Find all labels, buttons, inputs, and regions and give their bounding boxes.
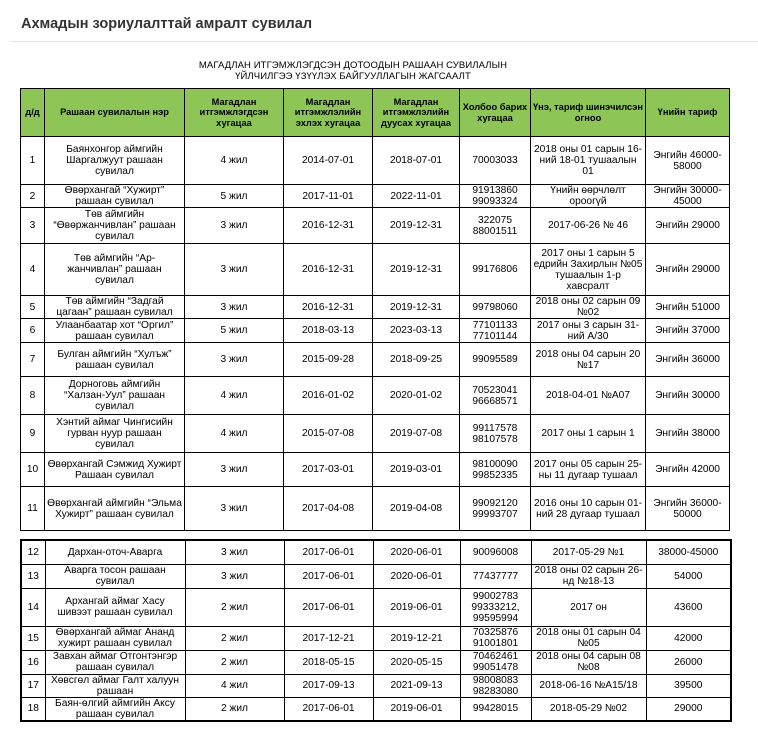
cell-updated: 2018 оны 04 сарын 20 №17 xyxy=(531,343,646,377)
cell-name: Хөвсгөл аймаг Галт халуун рашаан xyxy=(45,674,185,697)
cell-period: 5 жил xyxy=(185,185,284,208)
document-heading-line2: ҮЙЛЧИЛГЭЭ ҮЗҮҮЛЭХ БАЙГУУЛЛАГЫН ЖАГСААЛТ xyxy=(235,71,471,82)
cell-no: 6 xyxy=(21,319,45,343)
cell-start: 2015-07-08 xyxy=(284,415,373,453)
cell-no: 4 xyxy=(21,244,45,296)
document-heading-line1: МАГАДЛАН ИТГЭМЖЛЭГДСЭН ДОТООДЫН РАШААН СУВИЛАЛЫН xyxy=(198,60,508,71)
cell-tariff: Энгийн 29000 xyxy=(646,208,730,244)
cell-start: 2017-09-13 xyxy=(284,674,373,697)
cell-period: 3 жил xyxy=(185,244,284,296)
cell-period: 2 жил xyxy=(185,626,284,650)
cell-start: 2014-07-01 xyxy=(284,137,373,185)
cell-updated: 2017 оны 3 сарын 31-ний А/30 xyxy=(531,319,646,343)
cell-no: 18 xyxy=(21,697,45,721)
cell-name: Булган аймгийн “Хулъж” рашаан сувилал xyxy=(45,343,185,377)
table-header-row xyxy=(21,89,730,137)
cell-end: 2020-01-02 xyxy=(373,377,460,415)
cell-period: 5 жил xyxy=(185,319,284,343)
cell-tariff: Энгийн 30000 xyxy=(646,377,730,415)
header-cell-name: Рашаан сувилалын нэр xyxy=(45,89,185,137)
cell-phone: 90096008 xyxy=(460,540,531,564)
cell-end: 2019-07-08 xyxy=(373,415,460,453)
header-cell-end: Магадлан итгэмжлэлийн дуусах хугацаа xyxy=(373,89,460,137)
cell-no: 13 xyxy=(21,564,45,588)
cell-updated: 2018 оны 02 сарын 09 №02 xyxy=(531,296,646,319)
table-row xyxy=(21,185,730,208)
table-row xyxy=(21,296,730,319)
cell-name: Өвөрхангай аймаг Ананд хужирт рашаан сувилал xyxy=(45,626,185,650)
header-cell-period: Магадлан итгэмжлэгдсэн хугацаа xyxy=(185,89,284,137)
cell-updated: Үнийн өөрчлөлт ороогүй xyxy=(531,185,646,208)
cell-period: 2 жил xyxy=(185,650,284,674)
cell-tariff: Энгийн 38000 xyxy=(646,415,730,453)
cell-period: 3 жил xyxy=(185,453,284,487)
cell-end: 2020-06-01 xyxy=(373,540,460,564)
header-cell-tariff: Үнийн тариф xyxy=(646,89,730,137)
table-row xyxy=(21,697,731,721)
cell-name: Өвөрхангай “Хужирт” рашаан сувилал xyxy=(45,185,185,208)
table-row xyxy=(21,540,731,564)
cell-no: 16 xyxy=(21,650,45,674)
cell-name: Завхан аймаг Отгонтэнгэр рашаан сувилал xyxy=(45,650,185,674)
cell-phone: 99798060 xyxy=(460,296,531,319)
table-row xyxy=(21,208,730,244)
cell-period: 3 жил xyxy=(185,564,284,588)
cell-start: 2017-04-08 xyxy=(284,487,373,531)
cell-updated: 2017 он xyxy=(531,588,646,626)
cell-name: Төв аймгийн “Өвөржанчивлан” рашаан сувилал xyxy=(45,208,185,244)
cell-end: 2019-06-01 xyxy=(373,697,460,721)
table-row xyxy=(21,244,730,296)
cell-name: Өвөрхангай Сэмжид Хужирт Рашаан сувилал xyxy=(45,453,185,487)
cell-tariff: Энгийн 51000 xyxy=(646,296,730,319)
cell-no: 17 xyxy=(21,674,45,697)
cell-start: 2016-12-31 xyxy=(284,208,373,244)
table-row xyxy=(21,377,730,415)
cell-tariff: 43600 xyxy=(646,588,731,626)
table-row xyxy=(21,650,731,674)
cell-phone: 70523041 96668571 xyxy=(460,377,531,415)
cell-phone: 70462461 99051478 xyxy=(460,650,531,674)
cell-end: 2020-06-01 xyxy=(373,564,460,588)
cell-updated: 2017 оны 1 сарын 1 xyxy=(531,415,646,453)
cell-period: 3 жил xyxy=(185,540,284,564)
cell-period: 4 жил xyxy=(185,137,284,185)
cell-start: 2016-12-31 xyxy=(284,296,373,319)
cell-end: 2019-06-01 xyxy=(373,588,460,626)
cell-period: 2 жил xyxy=(185,697,284,721)
cell-name: Аварга тосон рашаан сувилал xyxy=(45,564,185,588)
cell-phone: 99092120 99993707 xyxy=(460,487,531,531)
table-row xyxy=(21,674,731,697)
cell-end: 2019-12-31 xyxy=(373,208,460,244)
cell-updated: 2016 оны 10 сарын 01-ний 28 дугаар тушаал xyxy=(531,487,646,531)
cell-updated: 2018 оны 01 сарын 04 №05 xyxy=(531,626,646,650)
cell-updated: 2018 оны 01 сарын 16-ний 18-01 тушаалын 01 xyxy=(531,137,646,185)
cell-no: 2 xyxy=(21,185,45,208)
cell-tariff: Энгийн 30000-45000 xyxy=(646,185,730,208)
cell-no: 8 xyxy=(21,377,45,415)
cell-name: Дархан-оточ-Аварга xyxy=(45,540,185,564)
table-row xyxy=(21,415,730,453)
cell-phone: 99002783 99333212, 99595994 xyxy=(460,588,531,626)
cell-updated: 2017-05-29 №1 xyxy=(531,540,646,564)
cell-no: 3 xyxy=(21,208,45,244)
cell-tariff: 54000 xyxy=(646,564,731,588)
cell-phone: 99428015 xyxy=(460,697,531,721)
cell-start: 2017-06-01 xyxy=(284,564,373,588)
cell-updated: 2018-06-16 №А15/18 xyxy=(531,674,646,697)
cell-end: 2020-05-15 xyxy=(373,650,460,674)
cell-end: 2018-09-25 xyxy=(373,343,460,377)
cell-period: 3 жил xyxy=(185,208,284,244)
cell-end: 2019-12-21 xyxy=(373,626,460,650)
cell-start: 2017-06-01 xyxy=(284,588,373,626)
cell-no: 10 xyxy=(21,453,45,487)
cell-phone: 99176806 xyxy=(460,244,531,296)
cell-updated: 2017 оны 05 сарын 25-ны 11 дугаар тушаал xyxy=(531,453,646,487)
cell-start: 2017-06-01 xyxy=(284,697,373,721)
cell-updated: 2018 оны 04 сарын 08 №08 xyxy=(531,650,646,674)
cell-tariff: 38000-45000 xyxy=(646,540,731,564)
cell-phone: 77437777 xyxy=(460,564,531,588)
cell-tariff: Энгийн 36000-50000 xyxy=(646,487,730,531)
cell-phone: 77101133 77101144 xyxy=(460,319,531,343)
cell-start: 2017-03-01 xyxy=(284,453,373,487)
cell-no: 9 xyxy=(21,415,45,453)
cell-period: 3 жил xyxy=(185,343,284,377)
table-row xyxy=(21,319,730,343)
cell-no: 1 xyxy=(21,137,45,185)
header-cell-start: Магадлан итгэмжлэлийн эхлэх хугацаа xyxy=(284,89,373,137)
cell-phone: 98100090 99852335 xyxy=(460,453,531,487)
cell-start: 2017-11-01 xyxy=(284,185,373,208)
cell-tariff: 42000 xyxy=(646,626,731,650)
cell-name: Төв аймгийн “Ар-жанчивлан” рашаан сувилал xyxy=(45,244,185,296)
table-row xyxy=(21,137,730,185)
header-cell-updated: Үнэ, тариф шинэчилсэн огноо xyxy=(531,89,646,137)
cell-start: 2016-12-31 xyxy=(284,244,373,296)
cell-no: 5 xyxy=(21,296,45,319)
cell-period: 2 жил xyxy=(185,588,284,626)
cell-end: 2019-12-31 xyxy=(373,296,460,319)
cell-start: 2015-09-28 xyxy=(284,343,373,377)
sanatorium-table-continued xyxy=(20,539,732,722)
cell-start: 2018-03-13 xyxy=(284,319,373,343)
cell-tariff: Энгийн 36000 xyxy=(646,343,730,377)
title-divider xyxy=(10,41,758,42)
cell-end: 2022-11-01 xyxy=(373,185,460,208)
cell-end: 2019-04-08 xyxy=(373,487,460,531)
cell-name: Баянхонгор аймгийн Шаргалжуут рашаан сувилал xyxy=(45,137,185,185)
table-row xyxy=(21,487,730,531)
cell-period: 3 жил xyxy=(185,296,284,319)
cell-name: Дорноговь аймгийн “Халзан-Уул” рашаан сувилал xyxy=(45,377,185,415)
cell-name: Төв аймгийн “Задгай цагаан” рашаан сувилал xyxy=(45,296,185,319)
cell-name: Өвөрхангай аймгийн “Эльма Хужирт” рашаан сувилал xyxy=(45,487,185,531)
cell-phone: 99095589 xyxy=(460,343,531,377)
cell-no: 12 xyxy=(21,540,45,564)
cell-phone: 91913860 99093324 xyxy=(460,185,531,208)
header-cell-no: д/д xyxy=(21,89,45,137)
cell-name: Архангай аймаг Хасу шивээт рашаан сувилал xyxy=(45,588,185,626)
cell-tariff: Энгийн 37000 xyxy=(646,319,730,343)
cell-name: Хэнтий аймаг Чингисийн гурван нуур рашаан сувилал xyxy=(45,415,185,453)
cell-name: Баян-өлгий аймгийн Аксу рашаан сувилал xyxy=(45,697,185,721)
cell-start: 2018-05-15 xyxy=(284,650,373,674)
cell-name: Улаанбаатар хот “Оргил” рашаан сувилал xyxy=(45,319,185,343)
cell-no: 11 xyxy=(21,487,45,531)
table-row xyxy=(21,453,730,487)
cell-phone: 70003033 xyxy=(460,137,531,185)
table-row xyxy=(21,626,731,650)
cell-end: 2019-03-01 xyxy=(373,453,460,487)
cell-tariff: 39500 xyxy=(646,674,731,697)
cell-phone: 99117578 98107578 xyxy=(460,415,531,453)
cell-tariff: Энгийн 46000-58000 xyxy=(646,137,730,185)
cell-tariff: Энгийн 42000 xyxy=(646,453,730,487)
cell-period: 4 жил xyxy=(185,415,284,453)
cell-period: 4 жил xyxy=(185,377,284,415)
cell-period: 4 жил xyxy=(185,674,284,697)
cell-start: 2017-06-01 xyxy=(284,540,373,564)
table-row xyxy=(21,588,731,626)
cell-phone: 322075 88001511 xyxy=(460,208,531,244)
cell-end: 2018-07-01 xyxy=(373,137,460,185)
cell-end: 2023-03-13 xyxy=(373,319,460,343)
cell-no: 7 xyxy=(21,343,45,377)
document-heading xyxy=(0,60,706,82)
cell-tariff: 29000 xyxy=(646,697,731,721)
cell-updated: 2018-04-01 №А07 xyxy=(531,377,646,415)
cell-phone: 70325876 91001801 xyxy=(460,626,531,650)
cell-no: 15 xyxy=(21,626,45,650)
cell-start: 2017-12-21 xyxy=(284,626,373,650)
cell-updated: 2018 оны 02 сарын 26-нд №18-13 xyxy=(531,564,646,588)
table-row xyxy=(21,343,730,377)
cell-end: 2019-12-31 xyxy=(373,244,460,296)
cell-tariff: Энгийн 29000 xyxy=(646,244,730,296)
cell-updated: 2018-05-29 №02 xyxy=(531,697,646,721)
cell-phone: 98008083 98283080 xyxy=(460,674,531,697)
table-row xyxy=(21,564,731,588)
cell-end: 2021-09-13 xyxy=(373,674,460,697)
cell-updated: 2017-06-26 № 46 xyxy=(531,208,646,244)
cell-period: 3 жил xyxy=(185,487,284,531)
header-cell-phone: Холбоо барих хугацаа xyxy=(460,89,531,137)
cell-tariff: 26000 xyxy=(646,650,731,674)
cell-start: 2016-01-02 xyxy=(284,377,373,415)
sanatorium-table xyxy=(20,88,730,531)
page-title: Ахмадын зориулалттай амралт сувилал xyxy=(21,16,313,32)
cell-no: 14 xyxy=(21,588,45,626)
cell-updated: 2017 оны 1 сарын 5 едрийн Захирлын №05 тушаалын 1-р хавсралт xyxy=(531,244,646,296)
